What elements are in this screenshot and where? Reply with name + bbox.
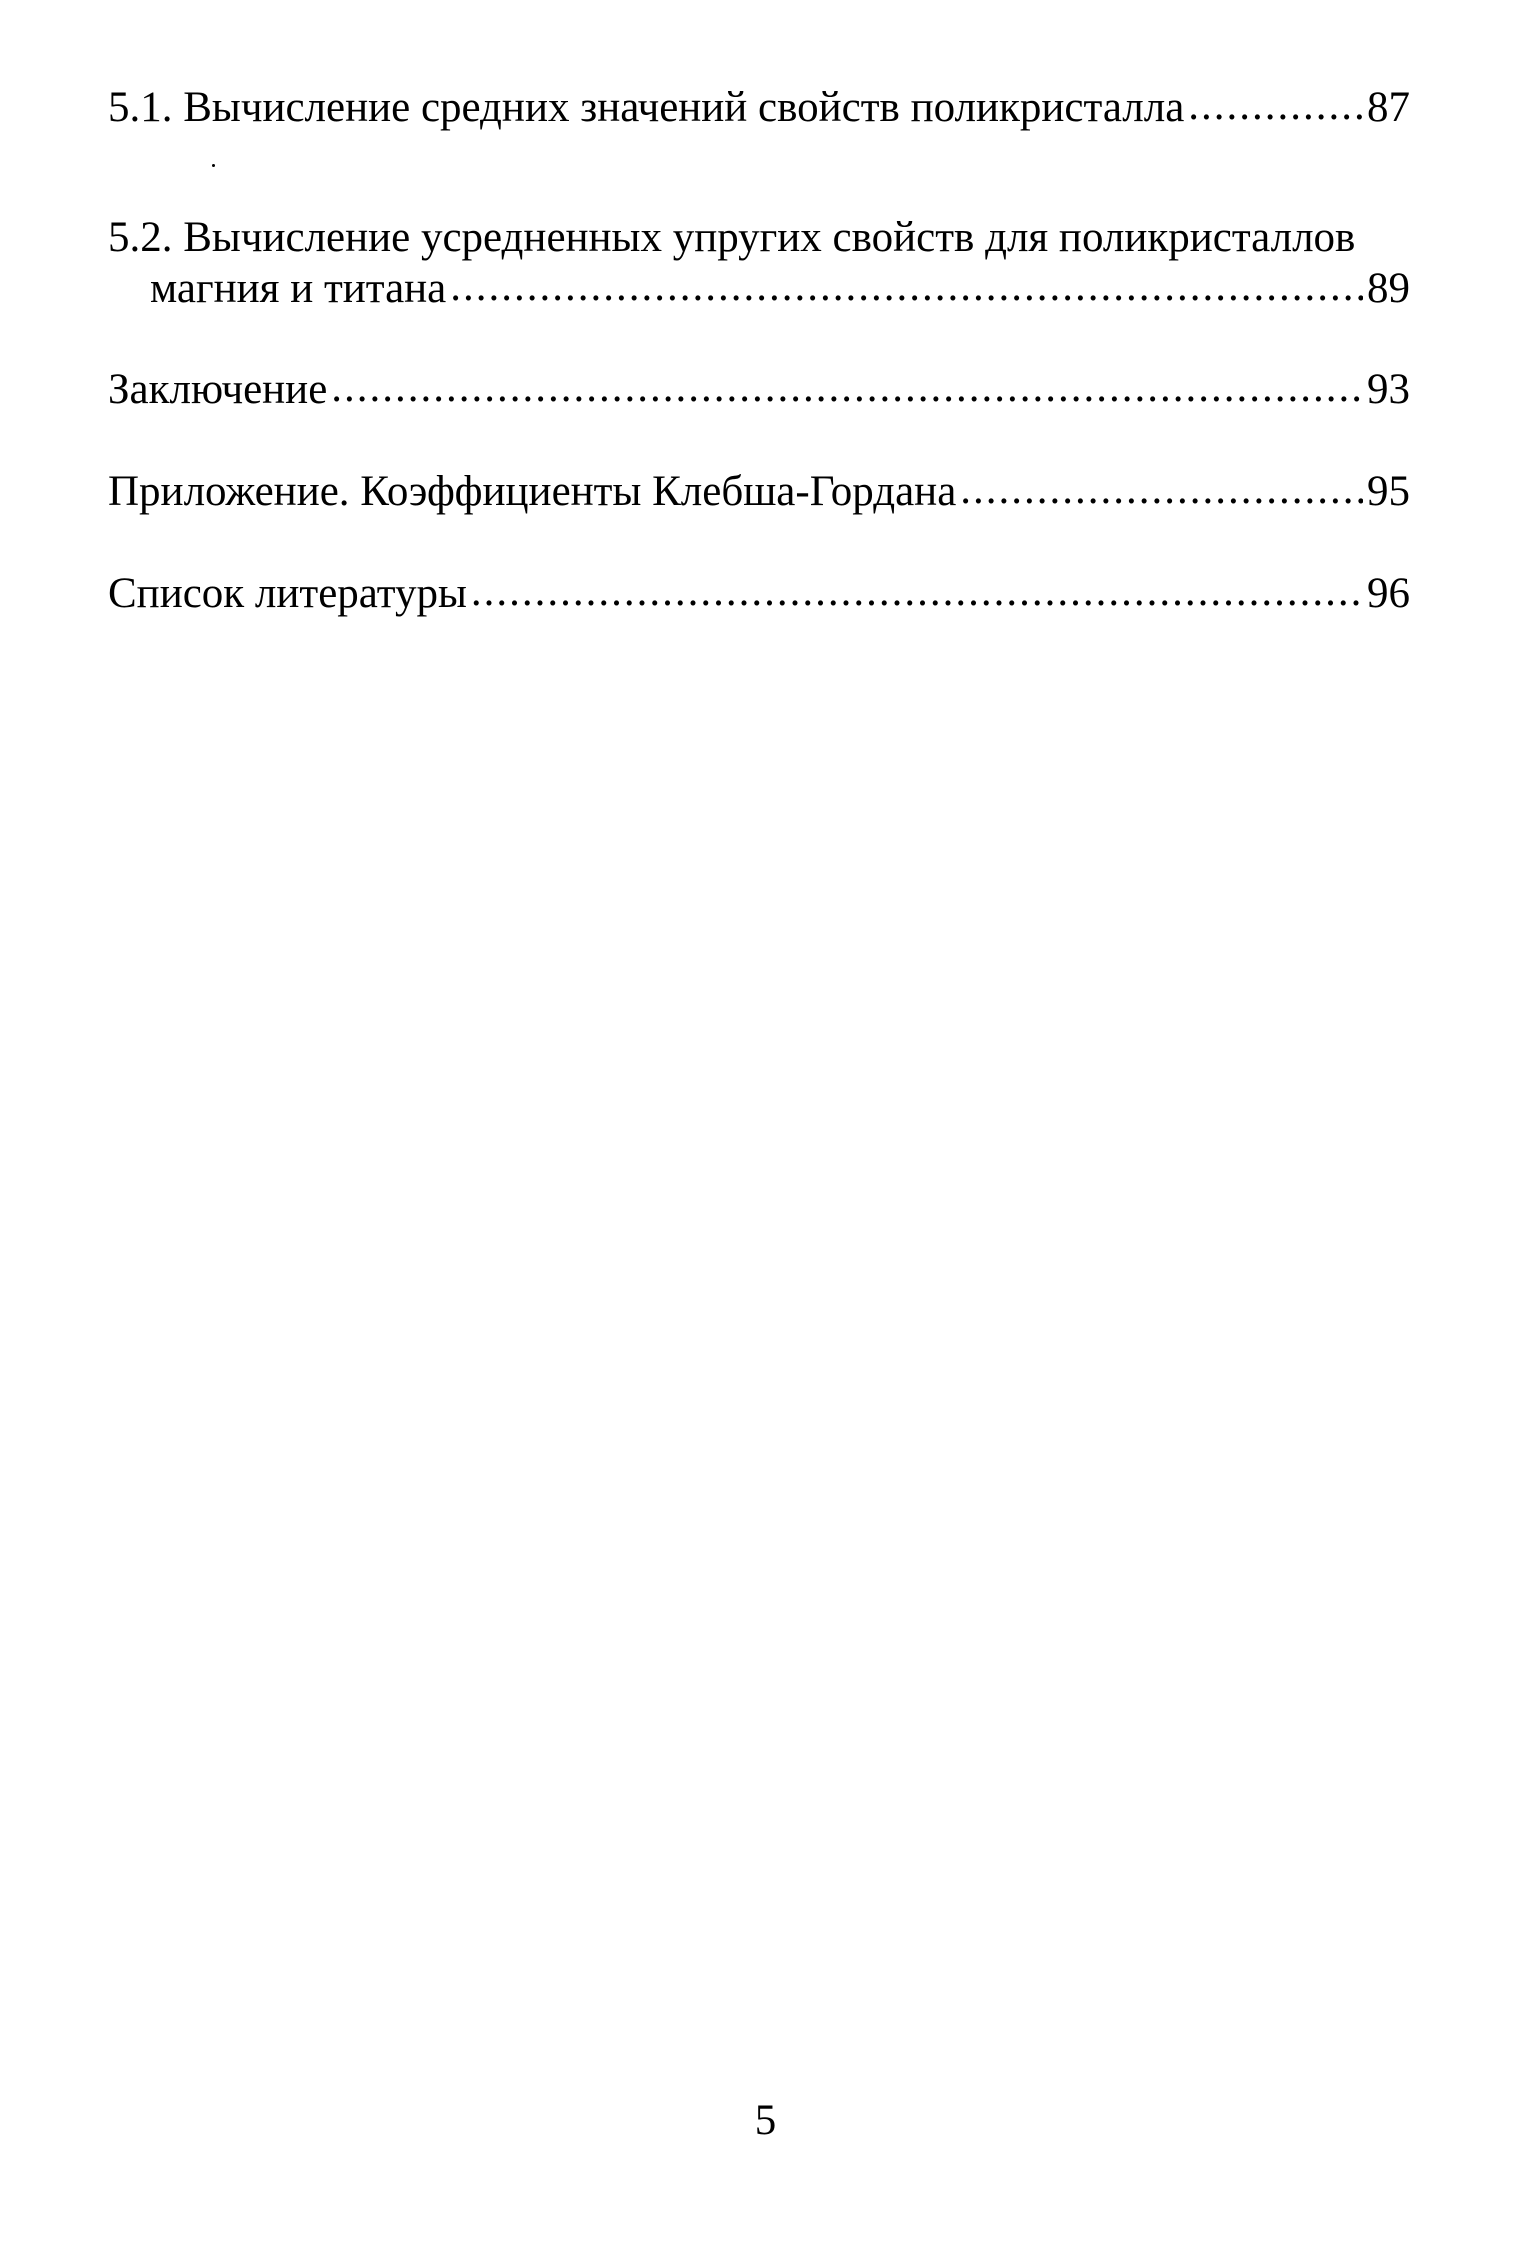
toc-entry-page: 96 (1367, 570, 1410, 617)
dot-leader (331, 362, 1363, 413)
toc-entry-page: 89 (1367, 265, 1410, 312)
toc-entry-title-line1: 5.2. Вычисление усредненных упругих свойств для поликристаллов (108, 214, 1356, 261)
toc-entry-page: 93 (1367, 366, 1410, 413)
toc-entry-line (108, 568, 1410, 619)
table-of-contents (108, 82, 1410, 619)
toc-entry-title: 5.1. Вычисление средних значений свойств поликристалла (108, 84, 1185, 131)
dot-leader (471, 566, 1363, 617)
dot-leader (960, 464, 1363, 515)
scan-speck (212, 164, 215, 167)
toc-entry-title-line2: магния и титана (150, 265, 447, 312)
dot-leader (450, 261, 1363, 312)
toc-entry-title: Заключение (108, 366, 328, 413)
toc-entry-references (108, 568, 1410, 619)
toc-entry-title: Приложение. Коэффициенты Клебша-Гордана (108, 468, 957, 515)
toc-entry-page: 87 (1367, 84, 1410, 131)
toc-entry-5-1 (108, 82, 1410, 133)
toc-entry-appendix (108, 466, 1410, 517)
toc-entry-line (108, 364, 1410, 415)
toc-entry-line (108, 263, 1410, 314)
toc-entry-page: 95 (1367, 468, 1410, 515)
toc-entry-conclusion (108, 364, 1410, 415)
page-number: 5 (754, 2097, 777, 2144)
toc-entry-title: Список литературы (108, 570, 467, 617)
toc-entry-line (108, 82, 1410, 133)
toc-entry-5-2 (108, 212, 1410, 314)
dot-leader (1188, 80, 1363, 131)
toc-entry-line (108, 466, 1410, 517)
